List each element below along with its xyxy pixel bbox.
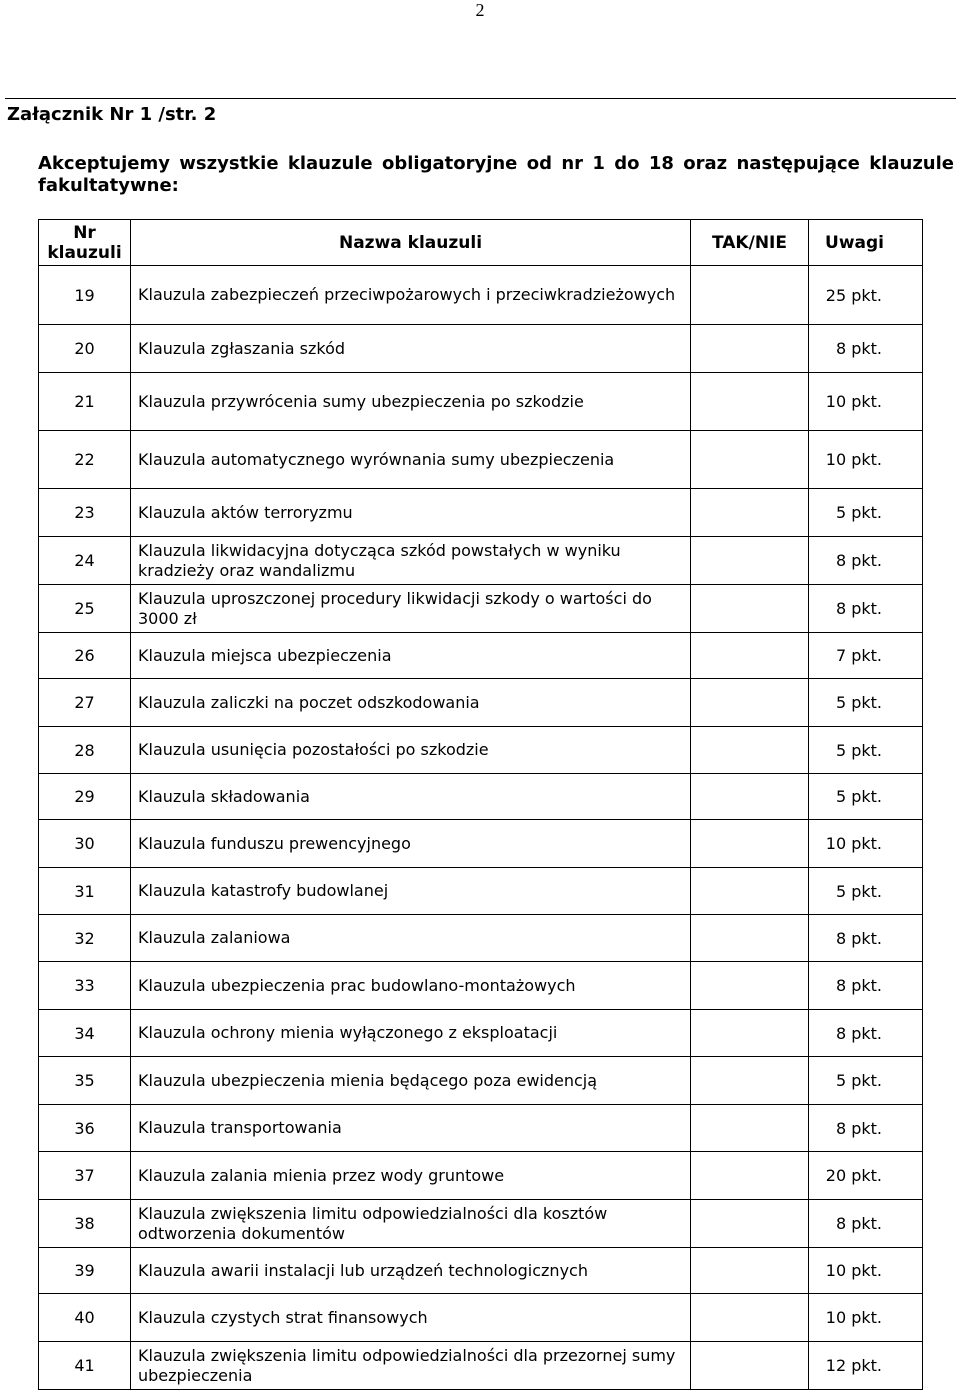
clause-tak-nie[interactable]: [691, 633, 809, 679]
header-tak-nie: TAK/NIE: [691, 220, 809, 266]
table-row: [39, 537, 923, 585]
clause-points: 8 pkt.: [809, 585, 923, 633]
clause-tak-nie[interactable]: [691, 1294, 809, 1342]
clause-name: Klauzula transportowania: [131, 1105, 691, 1152]
clause-name: Klauzula awarii instalacji lub urządzeń technologicznych: [131, 1248, 691, 1294]
table-row: [39, 868, 923, 915]
clause-points: 8 pkt.: [809, 325, 923, 373]
clause-tak-nie[interactable]: [691, 1152, 809, 1200]
clause-points: 5 pkt.: [809, 774, 923, 820]
clause-tak-nie[interactable]: [691, 431, 809, 489]
clause-tak-nie[interactable]: [691, 868, 809, 915]
clause-number: 29: [39, 774, 131, 820]
intro-text: Akceptujemy wszystkie klauzule obligatoryjne od nr 1 do 18 oraz następujące klauzule fakultatywne:: [38, 153, 954, 196]
clause-tak-nie[interactable]: [691, 774, 809, 820]
clause-tak-nie[interactable]: [691, 373, 809, 431]
clause-points: 8 pkt.: [809, 1105, 923, 1152]
table-row: [39, 915, 923, 962]
clause-points: 7 pkt.: [809, 633, 923, 679]
header-nr: Nr klauzuli: [39, 220, 131, 266]
clause-number: 41: [39, 1342, 131, 1390]
clause-name: Klauzula likwidacyjna dotycząca szkód powstałych w wyniku kradzieży oraz wandalizmu: [131, 537, 691, 585]
clause-number: 22: [39, 431, 131, 489]
clause-name: Klauzula zaliczki na poczet odszkodowania: [131, 679, 691, 727]
clause-number: 38: [39, 1200, 131, 1248]
clause-name: Klauzula aktów terroryzmu: [131, 489, 691, 537]
table-row: [39, 325, 923, 373]
clause-points: 10 pkt.: [809, 820, 923, 868]
table-row: [39, 373, 923, 431]
header-divider: [5, 98, 956, 99]
appendix-header: Załącznik Nr 1 /str. 2: [7, 104, 217, 125]
table-row: [39, 820, 923, 868]
clause-number: 30: [39, 820, 131, 868]
clause-name: Klauzula zalania mienia przez wody gruntowe: [131, 1152, 691, 1200]
clause-name: Klauzula przywrócenia sumy ubezpieczenia po szkodzie: [131, 373, 691, 431]
clause-number: 40: [39, 1294, 131, 1342]
clauses-table: [38, 219, 923, 1390]
clause-points: 25 pkt.: [809, 266, 923, 325]
clause-number: 31: [39, 868, 131, 915]
clause-number: 37: [39, 1152, 131, 1200]
clause-points: 5 pkt.: [809, 727, 923, 774]
header-uwagi: Uwagi: [809, 220, 923, 266]
clause-tak-nie[interactable]: [691, 325, 809, 373]
clause-points: 5 pkt.: [809, 1057, 923, 1105]
clause-number: 27: [39, 679, 131, 727]
clause-number: 24: [39, 537, 131, 585]
table-row: [39, 633, 923, 679]
clause-number: 39: [39, 1248, 131, 1294]
clause-tak-nie[interactable]: [691, 962, 809, 1010]
clause-points: 8 pkt.: [809, 915, 923, 962]
clause-points: 10 pkt.: [809, 1294, 923, 1342]
clause-tak-nie[interactable]: [691, 679, 809, 727]
clause-points: 10 pkt.: [809, 373, 923, 431]
clause-tak-nie[interactable]: [691, 1248, 809, 1294]
clause-number: 19: [39, 266, 131, 325]
clause-number: 32: [39, 915, 131, 962]
clause-tak-nie[interactable]: [691, 727, 809, 774]
clause-tak-nie[interactable]: [691, 266, 809, 325]
clause-tak-nie[interactable]: [691, 1200, 809, 1248]
clause-number: 34: [39, 1010, 131, 1057]
clause-points: 8 pkt.: [809, 1010, 923, 1057]
clause-name: Klauzula usunięcia pozostałości po szkodzie: [131, 727, 691, 774]
clause-points: 10 pkt.: [809, 431, 923, 489]
clause-tak-nie[interactable]: [691, 489, 809, 537]
table-row: [39, 1248, 923, 1294]
page-number: 2: [475, 0, 485, 20]
table-row: [39, 1342, 923, 1390]
clause-name: Klauzula zabezpieczeń przeciwpożarowych i przeciwkradzieżowych: [131, 266, 691, 325]
table-row: [39, 1152, 923, 1200]
table-header-row: [39, 220, 923, 266]
clause-number: 26: [39, 633, 131, 679]
clause-number: 21: [39, 373, 131, 431]
clause-tak-nie[interactable]: [691, 1057, 809, 1105]
clause-points: 5 pkt.: [809, 868, 923, 915]
clause-tak-nie[interactable]: [691, 1010, 809, 1057]
table-row: [39, 774, 923, 820]
clause-points: 8 pkt.: [809, 537, 923, 585]
clause-number: 20: [39, 325, 131, 373]
clause-tak-nie[interactable]: [691, 820, 809, 868]
clause-number: 28: [39, 727, 131, 774]
clause-points: 20 pkt.: [809, 1152, 923, 1200]
table-row: [39, 1294, 923, 1342]
clauses-body: [39, 266, 923, 1390]
clause-name: Klauzula miejsca ubezpieczenia: [131, 633, 691, 679]
table-row: [39, 1105, 923, 1152]
clause-name: Klauzula zwiększenia limitu odpowiedzialności dla przezornej sumy ubezpieczenia: [131, 1342, 691, 1390]
clause-name: Klauzula zalaniowa: [131, 915, 691, 962]
clause-points: 5 pkt.: [809, 489, 923, 537]
table-row: [39, 1057, 923, 1105]
clause-name: Klauzula katastrofy budowlanej: [131, 868, 691, 915]
clause-tak-nie[interactable]: [691, 915, 809, 962]
clause-number: 33: [39, 962, 131, 1010]
table-row: [39, 962, 923, 1010]
clause-name: Klauzula czystych strat finansowych: [131, 1294, 691, 1342]
clause-name: Klauzula składowania: [131, 774, 691, 820]
clause-name: Klauzula zwiększenia limitu odpowiedzialności dla kosztów odtworzenia dokumentów: [131, 1200, 691, 1248]
clause-name: Klauzula funduszu prewencyjnego: [131, 820, 691, 868]
clause-points: 10 pkt.: [809, 1248, 923, 1294]
clause-number: 36: [39, 1105, 131, 1152]
clause-tak-nie[interactable]: [691, 537, 809, 585]
clause-number: 25: [39, 585, 131, 633]
clause-tak-nie[interactable]: [691, 1342, 809, 1390]
table-row: [39, 431, 923, 489]
table-row: [39, 489, 923, 537]
table-row: [39, 727, 923, 774]
clause-points: 8 pkt.: [809, 1200, 923, 1248]
clause-number: 35: [39, 1057, 131, 1105]
clause-name: Klauzula ubezpieczenia mienia będącego poza ewidencją: [131, 1057, 691, 1105]
clause-points: 12 pkt.: [809, 1342, 923, 1390]
clause-points: 8 pkt.: [809, 962, 923, 1010]
table-row: [39, 266, 923, 325]
clause-number: 23: [39, 489, 131, 537]
clause-tak-nie[interactable]: [691, 585, 809, 633]
clause-name: Klauzula ochrony mienia wyłączonego z eksploatacji: [131, 1010, 691, 1057]
clause-points: 5 pkt.: [809, 679, 923, 727]
table-row: [39, 679, 923, 727]
clause-tak-nie[interactable]: [691, 1105, 809, 1152]
clause-name: Klauzula automatycznego wyrównania sumy ubezpieczenia: [131, 431, 691, 489]
clause-name: Klauzula zgłaszania szkód: [131, 325, 691, 373]
table-row: [39, 1200, 923, 1248]
header-name: Nazwa klauzuli: [131, 220, 691, 266]
table-row: [39, 585, 923, 633]
clause-name: Klauzula ubezpieczenia prac budowlano-montażowych: [131, 962, 691, 1010]
clause-name: Klauzula uproszczonej procedury likwidacji szkody o wartości do 3000 zł: [131, 585, 691, 633]
table-row: [39, 1010, 923, 1057]
